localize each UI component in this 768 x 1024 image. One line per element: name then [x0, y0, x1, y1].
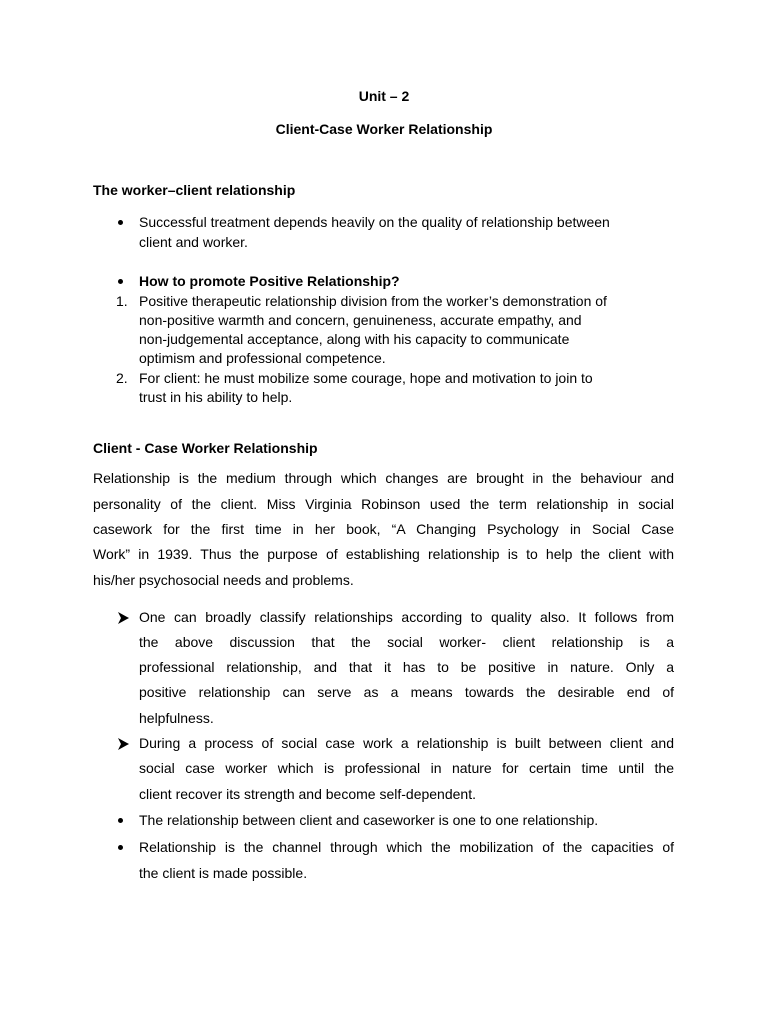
- paragraph-line2: personality of the client. Miss Virginia Robinson used the term relationship in social: [93, 496, 674, 512]
- arrow-item-1-line1: One can broadly classify relationships according to quality also. It follows from: [139, 609, 674, 625]
- promote-positive-relationship-heading: How to promote Positive Relationship?: [139, 273, 400, 289]
- bullet1-line1: Successful treatment depends heavily on the quality of relationship between: [139, 214, 610, 230]
- dot-item-2-line2: the client is made possible.: [139, 865, 308, 881]
- arrowhead-bullet-icon: [117, 611, 131, 625]
- arrow-item-2-line1: During a process of social case work a relationship is built between client and: [139, 735, 674, 751]
- numbered-item-2-number: 2.: [116, 370, 128, 386]
- numbered-item-2-line1: For client: he must mobilize some courage, hope and motivation to join to: [139, 370, 593, 386]
- arrow-item-1-line3: professional relationship, and that it has to be positive in nature. Only a: [139, 659, 674, 675]
- chapter-title: Client-Case Worker Relationship: [275, 121, 493, 137]
- paragraph-line5: his/her psychosocial needs and problems.: [93, 572, 354, 588]
- arrow-item-1-line5: helpfulness.: [139, 710, 214, 726]
- bullet-dot-icon: [118, 845, 123, 850]
- section-heading-client-case-worker: Client - Case Worker Relationship: [93, 440, 318, 456]
- bullet1-line2: client and worker.: [139, 234, 248, 250]
- numbered-item-2-line2: trust in his ability to help.: [139, 389, 293, 405]
- bullet-dot-icon: [118, 279, 123, 284]
- paragraph-line1: Relationship is the medium through which changes are brought in the behaviour and: [93, 470, 674, 486]
- arrow-item-2-line2: social case worker which is professional in nature for certain time until the: [139, 760, 674, 776]
- numbered-item-1-line4: optimism and professional competence.: [139, 350, 386, 366]
- numbered-item-1-line3: non-judgemental acceptance, along with his capacity to communicate: [139, 331, 570, 347]
- arrowhead-bullet-icon: [117, 737, 131, 751]
- numbered-item-1-number: 1.: [116, 293, 128, 309]
- arrow-item-1-line2: the above discussion that the social worker- client relationship is a: [139, 634, 674, 650]
- numbered-item-1-line1: Positive therapeutic relationship division from the worker’s demonstration of: [139, 293, 607, 309]
- bullet-dot-icon: [118, 818, 123, 823]
- arrow-item-2-line3: client recover its strength and become self-dependent.: [139, 786, 476, 802]
- bullet-dot-icon: [118, 220, 123, 225]
- section-heading-worker-client: The worker–client relationship: [93, 182, 296, 198]
- numbered-item-1-line2: non-positive warmth and concern, genuineness, accurate empathy, and: [139, 312, 582, 328]
- arrow-item-1-line4: positive relationship can serve as a means towards the desirable end of: [139, 684, 674, 700]
- unit-title: Unit – 2: [358, 88, 410, 104]
- dot-item-1-line1: The relationship between client and caseworker is one to one relationship.: [139, 812, 599, 828]
- paragraph-line4: Work” in 1939. Thus the purpose of establishing relationship is to help the client with: [93, 546, 674, 562]
- paragraph-line3: casework for the first time in her book, “A Changing Psychology in Social Case: [93, 521, 674, 537]
- dot-item-2-line1: Relationship is the channel through which the mobilization of the capacities of: [139, 839, 674, 855]
